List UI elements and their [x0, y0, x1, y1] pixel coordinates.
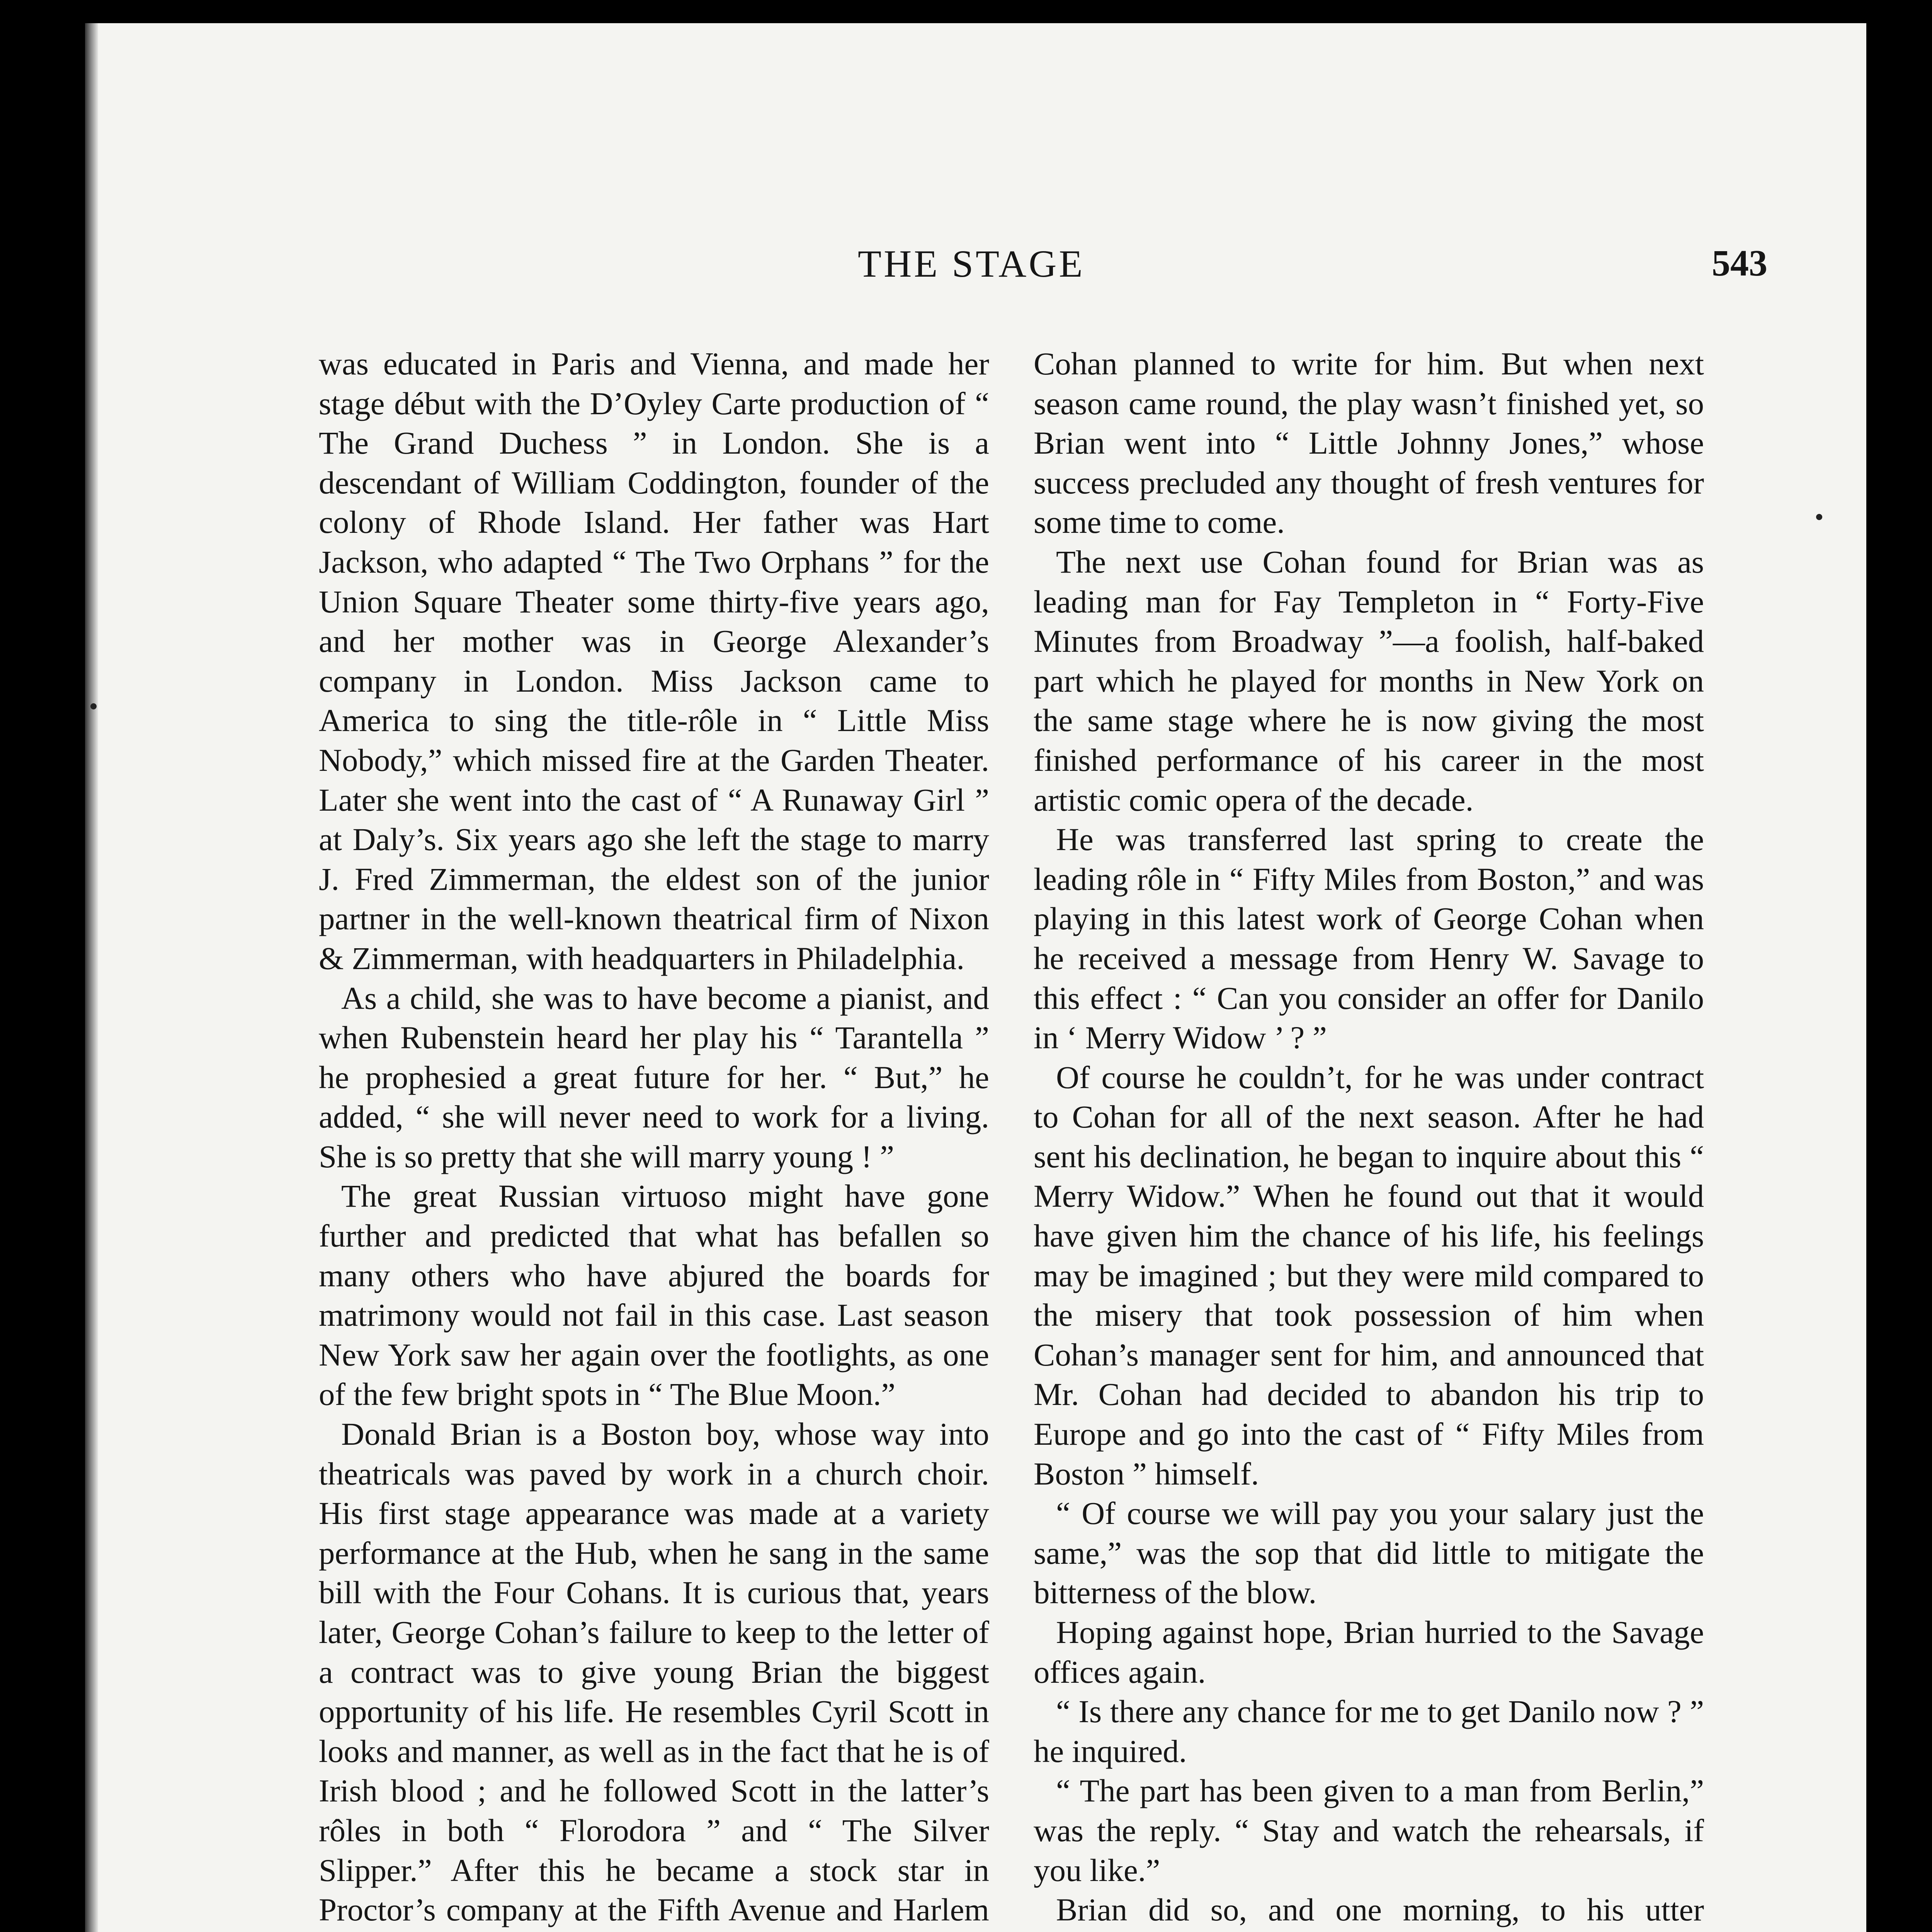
paragraph: “ The part has been given to a man from Berlin,” was the reply. “ Stay and watch the rehearsals, if you like.” [1034, 1773, 1704, 1888]
paragraph: The next use Cohan found for Brian was as leading man for Fay Templeton in “ Forty-Five Minutes from Broadway ”—a foolish, half-baked part which he played for months in New York on the same stage where he is now giving the most finished performance of his career in the most artistic comic opera of the decade. [1034, 544, 1704, 818]
paragraph: Brian did so, and one morning, to his utter [1056, 1892, 1704, 1928]
paragraph: was educated in Paris and Vienna, and made her stage début with the D’Oyley Carte production of “ The Grand Duchess ” in London. She is a descendant of William Coddington, founder of the colony of Rhode Island. Her father was Hart Jackson, who adapted “ The Two Orphans ” for the Union Square Theater some thirty-five years ago, and her mother was in George Alexander’s company in London. Miss Jackson came to America to sing the title-rôle in “ Little Miss Nobody,” which missed fire at the Garden Theater. Later she went into the cast of “ A Runaway Girl ” at Daly’s. Six years ago she left the stage to marry J. Fred Zimmerman, the eldest son of the junior partner in the well-known theatrical firm of Nixon & Zimmerman, with headquarters in Philadelphia. [319, 346, 989, 976]
paragraph: “ Of course we will pay you your salary just the same,” was the sop that did little to mitigate the bitterness of the blow. [1034, 1495, 1704, 1611]
right-column [1034, 344, 1704, 1932]
paragraph: The great Russian virtuoso might have gone further and predicted that what has befallen so many others who have abjured the boards for matrimony would not fail in this case. Last season New York saw her again over the footlights, as one of the few bright spots in “ The Blue Moon.” [319, 1178, 989, 1412]
paragraph: Donald Brian is a Boston boy, whose way into theatricals was paved by work in a church choir. His first stage appearance was made at a variety performance at the Hub, when he sang in the same bill with the Four Cohans. It is curious that, years later, George Cohan’s failure to keep to the letter of a contract was to give young Brian the biggest opportunity of his life. He resembles Cyril Scott in looks and manner, as well as in the fact that he is of Irish blood ; and he followed Scott in the latter’s rôles in both “ Florodora ” and “ The Silver Slipper.” After this he became a stock star in Proctor’s company at the Fifth Avenue and Harlem [319, 1416, 989, 1928]
paragraph: “ Is there any chance for me to get Danilo now ? ” he inquired. [1034, 1694, 1704, 1769]
speck [90, 703, 97, 709]
page-number: 543 [1712, 242, 1767, 284]
running-title: THE STAGE [858, 242, 1085, 285]
paragraph: Cohan planned to write for him. But when next season came round, the play wasn’t finished yet, so Brian went into “ Little Johnny Jones,” whose success precluded any thought of fresh ventures for some time to come. [1034, 346, 1704, 540]
paragraph: Of course he couldn’t, for he was under contract to Cohan for all of the next season. After he had sent his declination, he began to inquire about this “ Merry Widow.” When he found out that it would have given him the chance of his life, his feelings may be imagined ; but they were mild compared to the misery that took possession of him when Cohan’s manager sent for him, and announced that Mr. Cohan had decided to abandon his trip to Europe and go into the cast of “ Fifty Miles from Boston ” himself. [1034, 1059, 1704, 1492]
page-sheet [85, 23, 1866, 1932]
paragraph: As a child, she was to have become a pianist, and when Rubenstein heard her play his “ Tarantella ” he prophesied a great future for her. “ But,” he added, “ she will never need to work for a living. She is so pretty that she will marry young ! ” [319, 980, 989, 1174]
binding-edge [85, 23, 98, 1932]
left-column [319, 344, 989, 1932]
paragraph: He was transferred last spring to create the leading rôle in “ Fifty Miles from Boston,” and was playing in this latest work of George Cohan when he received a message from Henry W. Savage to this effect : “ Can you consider an offer for Danilo in ‘ Merry Widow ’ ? ” [1034, 821, 1704, 1056]
speck [1816, 514, 1822, 520]
paragraph: Hoping against hope, Brian hurried to the Savage offices again. [1034, 1614, 1704, 1690]
